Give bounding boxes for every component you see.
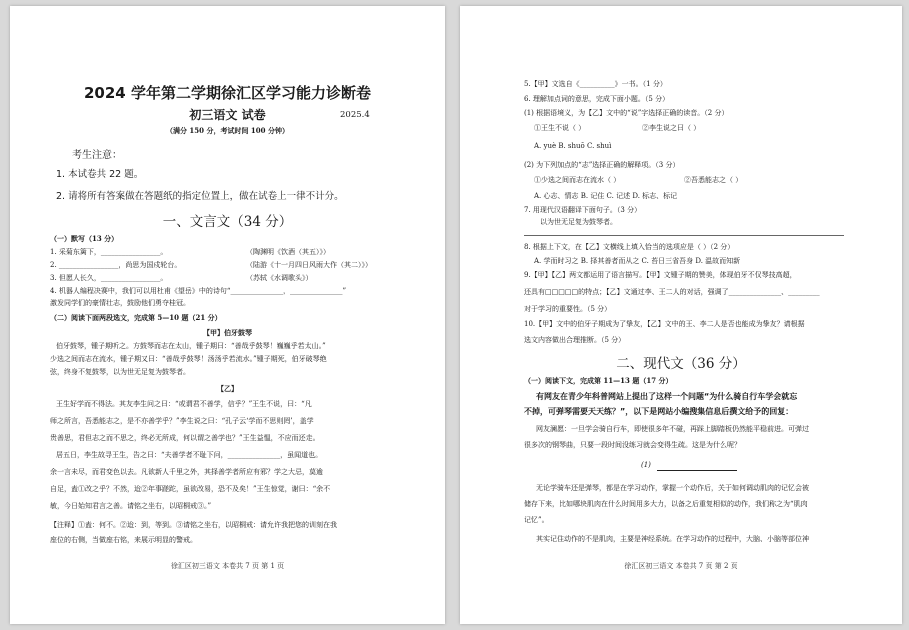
question-8: 8. 根据上下文，在【乙】文横线上填入恰当的选项应是（ ）（2 分） — [524, 243, 735, 251]
question-10-line-2: 选文内容做出合理推断。（5 分） — [524, 336, 626, 344]
question-6-1-options: A. yuè B. shuō C. shuì — [534, 142, 612, 150]
paragraph-2-line: 记忆”。 — [524, 516, 549, 524]
answer-divider — [524, 235, 844, 236]
passage-yi-line: 敏，今日始知君言之善。请铭之坐右，以昭桐戒③。” — [50, 502, 212, 510]
question-4-line-1: 4. 机器人编程决赛中，我们可以用杜甫《望岳》中的诗句“_______________，_______________” — [50, 287, 347, 295]
passage-yi-line: 贵善思，君但志之而不思之，终必无所成，何以谓之善学也？”王生益愠，不应而还走。 — [50, 434, 320, 442]
part-2-heading: （二）阅读下面两段选文，完成第 5—10 题（21 分） — [50, 313, 222, 322]
question-10-line-1: 10.【甲】文中的伯牙子期成为了挚友，【乙】文中的王、李二人是否也能成为挚友？请根据 — [524, 320, 805, 328]
intro-line-1: 有网友在青少年科普网站上提出了这样一个问题“为什么骑自行车学会就忘 — [536, 392, 798, 401]
question-9-line-2: 还具有□□□□□的特点；【乙】文通过李、王二人的对话，强调了_______________、_________ — [524, 288, 820, 296]
question-4-line-2: 激发同学们的豪情壮志，鼓励他们勇夺桂冠。 — [50, 299, 190, 307]
part-3-heading: （一）阅读下文，完成第 11—13 题（17 分） — [524, 376, 673, 385]
question-8-options: A. 学而时习之 B. 择其善者而从之 C. 苔日三省吾身 D. 温故而知新 — [534, 257, 741, 265]
question-6: 6. 理解加点词的意思，完成下面小题。（5 分） — [524, 95, 670, 103]
annotation-line: 座位的右侧，当做座右铭，来展示明显的警戒。 — [50, 536, 197, 544]
passage-yi-line: 余一言未尽，而君变色以去。凡欲新人千里之外，其择善学者所应有邪？学之大忌，莫逾 — [50, 468, 323, 476]
passage-yi-line: 王生好学而不得法。其友李生问之曰：“或谓君不善学，信乎？”王生不说，曰：“凡 — [56, 400, 312, 408]
intro-line-2: 不掉，可弹琴需要天天练？”，以下是网站小编搜集信息后撰文给予的回复： — [524, 407, 794, 416]
question-7: 7. 用现代汉语翻译下面句子。（3 分） — [524, 206, 642, 214]
question-1-source: （陶渊明《饮酒（其五）》） — [246, 248, 330, 256]
paragraph-2-line: 无论学骑车还是弹琴，都是在学习动作，掌握一个动作后，关于如何调动肌肉的记忆会被 — [536, 484, 809, 492]
question-3-source: （苏轼《水调歌头》） — [246, 274, 313, 282]
section-1-heading: 一、文言文（34 分） — [162, 214, 293, 230]
paragraph-1-line: 网友澜愿：一旦学会骑自行车，即使很多年不碰，再踩上脚踏板仍然能平稳前进。可弹过 — [536, 425, 809, 433]
exam-date: 2025.4 — [340, 110, 370, 120]
question-6-1: (1) 根据语境义，为【乙】文中的“说”字选择正确的读音。（2 分） — [524, 109, 729, 117]
part-1-heading: （一）默写（13 分） — [50, 234, 119, 243]
paragraph-2-line: 储存下来，比如哪块肌肉在什么时间用多大力，以备之后重复相似的动作，我们称之为“肌肉 — [524, 500, 808, 508]
section-2-heading: 二、现代文（36 分） — [616, 356, 746, 372]
blank-1-label: (1) — [641, 461, 651, 469]
question-9-line-1: 9.【甲】【乙】两文都运用了语言描写。【甲】文锺子期的赞美，体现伯牙不仅琴技高超， — [524, 271, 797, 279]
question-6-2: (2) 为下列加点的“志”选择正确的解释项。（3 分） — [524, 161, 680, 169]
question-1: 1. 采菊东篱下，_________________。 — [50, 248, 168, 256]
passage-jia-heading: 【甲】伯牙鼓琴 — [203, 328, 252, 337]
question-9-line-3: 对于学习的重要性。（5 分） — [524, 305, 612, 313]
annotation-line: 【注释】①盍：何不。②迨：到，等到。③请铭之坐右，以昭桐戒：请允许我把您的训刻在我 — [50, 521, 337, 529]
exam-title: 2024 学年第二学期徐汇区学习能力诊断卷 — [84, 84, 371, 102]
exam-page-1 — [10, 6, 445, 624]
question-6-1-b: ②李生说之曰（ ） — [642, 124, 701, 132]
page-footer: 徐汇区初三语文 本卷共 7 页 第 1 页 — [170, 562, 285, 570]
question-6-1-a: ①王生不说（ ） — [534, 124, 586, 132]
exam-page-2 — [460, 6, 902, 624]
notice-heading: 考生注意： — [72, 150, 122, 161]
passage-jia-line: 伯牙鼓琴，锺子期听之。方鼓琴而志在太山，锺子期曰：“善哉乎鼓琴！巍巍乎若太山。” — [56, 342, 326, 350]
question-3: 3. 但愿人长久，_________________。 — [50, 274, 168, 282]
question-2: 2. _________________，尚思为国戍轮台。 — [50, 261, 182, 269]
question-5: 5.【甲】文选自《__________》一书。（1 分） — [524, 80, 667, 88]
question-6-2-options: A. 心志、情志 B. 记住 C. 记述 D. 标志、标记 — [534, 192, 678, 200]
blank-1-line — [657, 470, 737, 471]
question-6-2-a: ①少选之间而志在流水（ ） — [534, 176, 621, 184]
notice-item-1: 1. 本试卷共 22 题。 — [56, 169, 144, 180]
paragraph-1-line: 很多次的钢琴曲，只要一段时间没练习就会变得生疏。这是为什么呢？ — [524, 441, 741, 449]
passage-yi-heading: 【乙】 — [217, 384, 238, 393]
passage-yi-line: 师之所言，吾悉能志之，是不亦善学乎？”李生说之曰：“孔子云‘学而不思则罔’，盖学 — [50, 417, 314, 425]
passage-jia-line: 弦，终身不复鼓琴，以为世无足复为鼓琴者。 — [50, 368, 190, 376]
notice-item-2: 2. 请将所有答案做在答题纸的指定位置上，做在试卷上一律不计分。 — [56, 191, 344, 202]
page-footer: 徐汇区初三语文 本卷共 7 页 第 2 页 — [624, 562, 738, 570]
exam-subtitle: 初三语文 试卷 — [189, 108, 266, 122]
paragraph-3-line: 其实记住动作的不是肌肉，主要是神经系统。在学习动作的过程中，大脑、小脑等部位神 — [536, 535, 809, 543]
passage-jia-line: 少选之间而志在流水，锺子期又曰：“善哉乎鼓琴！汤汤乎若流水。”锺子期死，伯牙破琴绝 — [50, 355, 327, 363]
question-2-source: （陆游《十一月四日风雨大作（其二）》） — [246, 261, 372, 269]
question-7-sentence: 以为世无足复为鼓琴者。 — [540, 218, 617, 226]
passage-yi-line: 自足，盍①改之乎？不然，迨②年事蹉跎，虽欲改易，恐不及矣！”王生惊觉，谢曰：“余不 — [50, 485, 331, 493]
score-note: （满分 150 分，考试时间 100 分钟） — [166, 126, 289, 135]
question-6-2-b: ②吾悉能志之（ ） — [684, 176, 743, 184]
passage-yi-line: 居五日，李生故寻王生，告之曰：“夫善学者不耻下问，_______________，虽闻道也。 — [56, 451, 323, 459]
